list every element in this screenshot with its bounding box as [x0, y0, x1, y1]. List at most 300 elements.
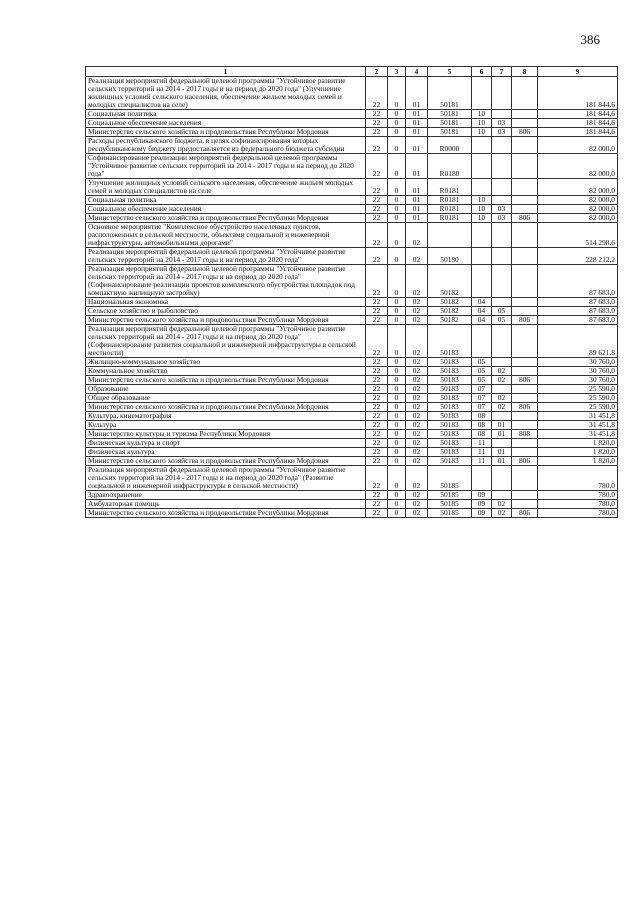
row-section-cell [472, 248, 492, 265]
row-amount-cell: 1 820,0 [538, 439, 618, 448]
row-subsection-cell: 05 [492, 316, 512, 325]
row-section-cell: 07 [472, 385, 492, 394]
row-subsection-cell [492, 179, 512, 196]
row-subsection-cell [492, 196, 512, 205]
row-name-cell: Основное мероприятие "Комплексное обустройство населенных пунктов, расположенных в сельской местности, объектами социальной и инженерной инфраструктуры, автомобильными дорогами" [86, 223, 366, 248]
row-code-cell: 50183 [428, 412, 472, 421]
row-amount-cell: 82 000,0 [538, 205, 618, 214]
table-row [86, 403, 618, 412]
row-amount-cell: 82 000,0 [538, 214, 618, 223]
row-section-cell [472, 154, 492, 179]
row-code-cell: 22 [366, 457, 388, 466]
row-code-cell: 0 [388, 394, 406, 403]
row-code-cell: 50183 [428, 376, 472, 385]
row-code-cell [428, 223, 472, 248]
row-ministry-code-cell [512, 466, 538, 491]
row-section-cell [472, 325, 492, 358]
row-code-cell: 22 [366, 500, 388, 509]
table-row [86, 137, 618, 154]
row-code-cell: 0 [388, 367, 406, 376]
row-code-cell: 01 [406, 214, 428, 223]
row-code-cell: 22 [366, 358, 388, 367]
row-code-cell: 22 [366, 316, 388, 325]
row-code-cell: 50185 [428, 491, 472, 500]
row-amount-cell: 30 760,0 [538, 358, 618, 367]
row-section-cell: 07 [472, 394, 492, 403]
row-ministry-code-cell [512, 77, 538, 110]
row-subsection-cell [492, 223, 512, 248]
table-row [86, 509, 618, 518]
table-header-row [86, 67, 618, 77]
row-code-cell: 0 [388, 223, 406, 248]
row-amount-cell: 25 590,0 [538, 403, 618, 412]
row-code-cell: 22 [366, 137, 388, 154]
table-row [86, 439, 618, 448]
row-section-cell [472, 265, 492, 298]
row-section-cell: 11 [472, 439, 492, 448]
row-ministry-code-cell [512, 137, 538, 154]
row-name-cell: Софинансирование реализации мероприятий федеральной целевой программы "Устойчивое развитие сельских территорий на 2014 - 2017 годы и на период до 2020 года" [86, 154, 366, 179]
table-row [86, 412, 618, 421]
row-code-cell: 0 [388, 491, 406, 500]
row-code-cell: 0 [388, 298, 406, 307]
row-subsection-cell: 02 [492, 509, 512, 518]
row-code-cell: 50183 [428, 439, 472, 448]
row-code-cell: 22 [366, 430, 388, 439]
row-amount-cell: 82 000,0 [538, 196, 618, 205]
table-row [86, 154, 618, 179]
row-name-cell: Улучшение жилищных условий сельского населения, обеспечение жильем молодых семей и молодых специалистов на селе [86, 179, 366, 196]
row-code-cell: 0 [388, 385, 406, 394]
row-amount-cell: 228 212,2 [538, 248, 618, 265]
row-code-cell: 22 [366, 298, 388, 307]
row-code-cell: 22 [366, 403, 388, 412]
row-ministry-code-cell [512, 448, 538, 457]
row-code-cell: 22 [366, 179, 388, 196]
row-subsection-cell: 05 [492, 307, 512, 316]
row-section-cell [472, 223, 492, 248]
row-code-cell: 02 [406, 466, 428, 491]
row-code-cell: 50182 [428, 307, 472, 316]
row-code-cell: 01 [406, 179, 428, 196]
row-code-cell: 0 [388, 137, 406, 154]
row-amount-cell: 181 844,6 [538, 128, 618, 137]
row-section-cell: 05 [472, 376, 492, 385]
row-code-cell: 0 [388, 376, 406, 385]
row-subsection-cell [492, 77, 512, 110]
row-name-cell: Министерство сельского хозяйства и продовольствия Республики Мордовия [86, 128, 366, 137]
row-code-cell: 02 [406, 491, 428, 500]
row-code-cell: 02 [406, 394, 428, 403]
row-name-cell: Министерство сельского хозяйства и продовольствия Республики Мордовия [86, 316, 366, 325]
table-row [86, 457, 618, 466]
row-ministry-code-cell: 806 [512, 509, 538, 518]
row-subsection-cell: 02 [492, 394, 512, 403]
table-row [86, 248, 618, 265]
row-name-cell: Социальная политика [86, 196, 366, 205]
row-ministry-code-cell: 806 [512, 214, 538, 223]
row-code-cell: 0 [388, 421, 406, 430]
row-subsection-cell [492, 298, 512, 307]
row-name-cell: Социальное обеспечение населения [86, 119, 366, 128]
row-ministry-code-cell [512, 154, 538, 179]
row-code-cell: 0 [388, 316, 406, 325]
row-section-cell [472, 466, 492, 491]
row-subsection-cell [492, 265, 512, 298]
row-ministry-code-cell [512, 223, 538, 248]
row-amount-cell: 1 820,0 [538, 448, 618, 457]
row-code-cell: 02 [406, 376, 428, 385]
row-amount-cell: 181 844,6 [538, 119, 618, 128]
row-ministry-code-cell [512, 119, 538, 128]
header-cell: 8 [512, 67, 538, 77]
row-code-cell: 0 [388, 325, 406, 358]
row-code-cell: 50182 [428, 316, 472, 325]
row-code-cell: 50183 [428, 421, 472, 430]
row-amount-cell: 89 621,8 [538, 325, 618, 358]
row-amount-cell: 30 760,0 [538, 367, 618, 376]
table-row [86, 77, 618, 110]
row-ministry-code-cell [512, 265, 538, 298]
table-row [86, 430, 618, 439]
row-section-cell: 09 [472, 509, 492, 518]
row-code-cell: 0 [388, 430, 406, 439]
row-subsection-cell [492, 325, 512, 358]
row-ministry-code-cell [512, 491, 538, 500]
row-name-cell: Сельское хозяйство и рыболовство [86, 307, 366, 316]
row-section-cell: 10 [472, 110, 492, 119]
row-ministry-code-cell [512, 307, 538, 316]
row-code-cell: 01 [406, 196, 428, 205]
row-section-cell: 10 [472, 205, 492, 214]
row-section-cell: 07 [472, 403, 492, 412]
row-code-cell: 50183 [428, 403, 472, 412]
row-section-cell: 09 [472, 491, 492, 500]
row-subsection-cell: 03 [492, 205, 512, 214]
row-code-cell: 22 [366, 77, 388, 110]
row-code-cell: 50183 [428, 448, 472, 457]
row-ministry-code-cell [512, 196, 538, 205]
row-code-cell: 50182 [428, 265, 472, 298]
row-code-cell: 02 [406, 325, 428, 358]
table-row [86, 367, 618, 376]
row-subsection-cell: 01 [492, 421, 512, 430]
row-subsection-cell: 02 [492, 500, 512, 509]
row-ministry-code-cell [512, 412, 538, 421]
row-name-cell: Социальное обеспечение населения [86, 205, 366, 214]
header-cell: 9 [538, 67, 618, 77]
row-ministry-code-cell: 806 [512, 128, 538, 137]
row-code-cell: 50181 [428, 128, 472, 137]
row-subsection-cell: 03 [492, 119, 512, 128]
row-code-cell: 01 [406, 119, 428, 128]
row-name-cell: Реализация мероприятий федеральной целевой программы "Устойчивое развитие сельских территорий на 2014 - 2017 годы и на период до 2020 года" (Улучшение жилищных условий сельского населения, обеспечение жильем молодых семей и молодых специалистов на селе) [86, 77, 366, 110]
row-section-cell: 04 [472, 298, 492, 307]
table-row [86, 376, 618, 385]
row-ministry-code-cell [512, 248, 538, 265]
row-code-cell: 0 [388, 403, 406, 412]
row-code-cell: 22 [366, 307, 388, 316]
row-code-cell: R0181 [428, 214, 472, 223]
row-amount-cell: 82 000,0 [538, 154, 618, 179]
table-row [86, 196, 618, 205]
table-row [86, 298, 618, 307]
row-code-cell: 22 [366, 509, 388, 518]
row-code-cell: 50181 [428, 119, 472, 128]
row-subsection-cell [492, 466, 512, 491]
table-row [86, 316, 618, 325]
row-code-cell: 02 [406, 358, 428, 367]
row-code-cell: 50183 [428, 367, 472, 376]
table-row [86, 466, 618, 491]
row-amount-cell: 31 451,8 [538, 421, 618, 430]
row-section-cell: 10 [472, 128, 492, 137]
row-amount-cell: 181 844,6 [538, 77, 618, 110]
row-name-cell: Образование [86, 385, 366, 394]
row-subsection-cell [492, 439, 512, 448]
row-section-cell: 04 [472, 307, 492, 316]
row-code-cell: 02 [406, 457, 428, 466]
row-code-cell: 50183 [428, 325, 472, 358]
header-cell: 7 [492, 67, 512, 77]
table-row [86, 205, 618, 214]
table-row [86, 358, 618, 367]
row-code-cell: 22 [366, 466, 388, 491]
row-amount-cell: 780,0 [538, 466, 618, 491]
row-amount-cell: 780,0 [538, 500, 618, 509]
row-subsection-cell [492, 491, 512, 500]
row-subsection-cell: 01 [492, 448, 512, 457]
row-code-cell: 0 [388, 119, 406, 128]
row-section-cell: 08 [472, 412, 492, 421]
row-name-cell: Реализация мероприятий федеральной целевой программы "Устойчивое развитие сельских территорий на 2014 - 2017 годы и на период до 2020 года" (Развитие социальной и инженерной инфраструктуры в сельской местности) [86, 466, 366, 491]
row-section-cell [472, 137, 492, 154]
row-amount-cell: 181 844,6 [538, 110, 618, 119]
row-code-cell: 02 [406, 248, 428, 265]
row-code-cell: 22 [366, 110, 388, 119]
row-code-cell: R0181 [428, 196, 472, 205]
row-subsection-cell: 03 [492, 214, 512, 223]
row-code-cell: 22 [366, 376, 388, 385]
table-row [86, 421, 618, 430]
row-code-cell: 02 [406, 421, 428, 430]
row-section-cell: 11 [472, 448, 492, 457]
row-code-cell: 0 [388, 110, 406, 119]
row-code-cell: 01 [406, 137, 428, 154]
row-code-cell: 02 [406, 367, 428, 376]
row-amount-cell: 82 000,0 [538, 179, 618, 196]
row-code-cell: 22 [366, 196, 388, 205]
table-row [86, 110, 618, 119]
row-code-cell: 22 [366, 394, 388, 403]
header-cell: 3 [388, 67, 406, 77]
table-row [86, 265, 618, 298]
row-code-cell: 02 [406, 412, 428, 421]
row-subsection-cell [492, 412, 512, 421]
row-name-cell: Министерство сельского хозяйства и продовольствия Республики Мордовия [86, 509, 366, 518]
row-code-cell: 22 [366, 448, 388, 457]
row-section-cell: 05 [472, 358, 492, 367]
row-code-cell: 01 [406, 205, 428, 214]
header-cell: 4 [406, 67, 428, 77]
row-amount-cell: 30 760,0 [538, 376, 618, 385]
row-code-cell: 50183 [428, 385, 472, 394]
row-amount-cell: 31 451,8 [538, 430, 618, 439]
row-code-cell: 22 [366, 214, 388, 223]
row-amount-cell: 87 683,0 [538, 307, 618, 316]
row-ministry-code-cell [512, 298, 538, 307]
row-code-cell: 0 [388, 265, 406, 298]
row-code-cell: 01 [406, 154, 428, 179]
row-code-cell: 02 [406, 448, 428, 457]
row-section-cell: 05 [472, 367, 492, 376]
row-code-cell: 01 [406, 110, 428, 119]
table-row [86, 307, 618, 316]
row-ministry-code-cell [512, 367, 538, 376]
row-code-cell: 22 [366, 385, 388, 394]
row-name-cell: Физическая культура [86, 448, 366, 457]
row-section-cell: 10 [472, 214, 492, 223]
row-name-cell: Реализация мероприятий федеральной целевой программы "Устойчивое развитие сельских территорий на 2014 - 2017 годы и на период до 2020 года" [86, 248, 366, 265]
row-subsection-cell: 02 [492, 376, 512, 385]
row-section-cell: 08 [472, 421, 492, 430]
row-subsection-cell: 02 [492, 403, 512, 412]
row-subsection-cell: 01 [492, 430, 512, 439]
row-code-cell: 22 [366, 119, 388, 128]
row-code-cell: 50185 [428, 509, 472, 518]
table-row [86, 500, 618, 509]
row-ministry-code-cell [512, 421, 538, 430]
row-amount-cell: 87 683,0 [538, 265, 618, 298]
row-code-cell: 0 [388, 500, 406, 509]
row-amount-cell: 514 298,6 [538, 223, 618, 248]
row-amount-cell: 82 000,0 [538, 137, 618, 154]
table-row [86, 491, 618, 500]
row-code-cell: 01 [406, 77, 428, 110]
row-amount-cell: 25 590,0 [538, 394, 618, 403]
row-name-cell: Коммунальное хозяйство [86, 367, 366, 376]
row-code-cell: 50183 [428, 457, 472, 466]
row-name-cell: Общее образование [86, 394, 366, 403]
row-code-cell: 0 [388, 248, 406, 265]
row-code-cell: 22 [366, 421, 388, 430]
row-code-cell: 0 [388, 439, 406, 448]
row-code-cell: 22 [366, 265, 388, 298]
table-row [86, 214, 618, 223]
row-subsection-cell [492, 358, 512, 367]
row-code-cell: 50183 [428, 394, 472, 403]
row-subsection-cell [492, 154, 512, 179]
row-subsection-cell [492, 385, 512, 394]
row-code-cell: 0 [388, 358, 406, 367]
header-cell: 6 [472, 67, 492, 77]
row-ministry-code-cell: 806 [512, 457, 538, 466]
row-ministry-code-cell [512, 394, 538, 403]
header-cell: 5 [428, 67, 472, 77]
row-code-cell: 22 [366, 491, 388, 500]
row-code-cell: 02 [406, 509, 428, 518]
row-code-cell: 22 [366, 205, 388, 214]
row-name-cell: Министерство сельского хозяйства и продовольствия Республики Мордовия [86, 376, 366, 385]
table-row [86, 128, 618, 137]
row-code-cell: 50181 [428, 110, 472, 119]
row-ministry-code-cell: 808 [512, 430, 538, 439]
row-code-cell: 50183 [428, 358, 472, 367]
row-ministry-code-cell [512, 358, 538, 367]
header-cell: 1 [86, 67, 366, 77]
row-code-cell: 02 [406, 223, 428, 248]
row-amount-cell: 780,0 [538, 491, 618, 500]
row-name-cell: Социальная политика [86, 110, 366, 119]
row-ministry-code-cell: 806 [512, 316, 538, 325]
row-code-cell: 0 [388, 196, 406, 205]
row-code-cell: 0 [388, 307, 406, 316]
table-row [86, 223, 618, 248]
row-code-cell: 22 [366, 367, 388, 376]
row-amount-cell: 87 683,0 [538, 298, 618, 307]
row-code-cell: 22 [366, 325, 388, 358]
row-amount-cell: 780,0 [538, 509, 618, 518]
row-subsection-cell: 02 [492, 367, 512, 376]
row-subsection-cell [492, 248, 512, 265]
row-name-cell: Здравоохранение [86, 491, 366, 500]
row-code-cell: 22 [366, 412, 388, 421]
table-row [86, 385, 618, 394]
row-ministry-code-cell [512, 439, 538, 448]
table-row [86, 179, 618, 196]
row-ministry-code-cell [512, 500, 538, 509]
row-code-cell: 02 [406, 500, 428, 509]
row-code-cell: R0181 [428, 179, 472, 196]
table-row [86, 119, 618, 128]
row-code-cell: 50181 [428, 77, 472, 110]
row-name-cell: Реализация мероприятий федеральной целевой программы "Устойчивое развитие сельских территорий на 2014 - 2017 годы и на период до 2020 года" (Софинансирование развития социальной и инженерной инфраструктуры в сельской местности) [86, 325, 366, 358]
row-amount-cell: 25 590,0 [538, 385, 618, 394]
row-code-cell: 0 [388, 448, 406, 457]
row-code-cell: 22 [366, 128, 388, 137]
row-section-cell: 08 [472, 430, 492, 439]
row-section-cell: 11 [472, 457, 492, 466]
row-code-cell: 0 [388, 179, 406, 196]
row-code-cell: 22 [366, 223, 388, 248]
row-ministry-code-cell [512, 385, 538, 394]
row-name-cell: Национальная экономика [86, 298, 366, 307]
row-code-cell: 50185 [428, 466, 472, 491]
row-section-cell [472, 77, 492, 110]
row-code-cell: 02 [406, 403, 428, 412]
row-code-cell: 0 [388, 466, 406, 491]
row-section-cell: 10 [472, 196, 492, 205]
row-code-cell: 22 [366, 439, 388, 448]
row-name-cell: Реализация мероприятий федеральной целевой программы "Устойчивое развитие сельских территорий на 2014 - 2017 годы и на период до 2020 года" (Софинансирование реализации проектов комплексного обустройства площадок под компактную жилищную застройку) [86, 265, 366, 298]
row-ministry-code-cell [512, 205, 538, 214]
row-ministry-code-cell [512, 325, 538, 358]
table-row [86, 448, 618, 457]
row-code-cell: 50185 [428, 500, 472, 509]
row-code-cell: 02 [406, 307, 428, 316]
row-code-cell: 50182 [428, 298, 472, 307]
row-code-cell: 0 [388, 412, 406, 421]
row-code-cell: 0 [388, 128, 406, 137]
row-code-cell: 02 [406, 316, 428, 325]
row-code-cell: R0180 [428, 154, 472, 179]
row-subsection-cell [492, 110, 512, 119]
row-code-cell: 02 [406, 385, 428, 394]
row-ministry-code-cell [512, 110, 538, 119]
row-name-cell: Министерство сельского хозяйства и продовольствия Республики Мордовия [86, 403, 366, 412]
row-code-cell: 0 [388, 457, 406, 466]
row-code-cell: 02 [406, 298, 428, 307]
